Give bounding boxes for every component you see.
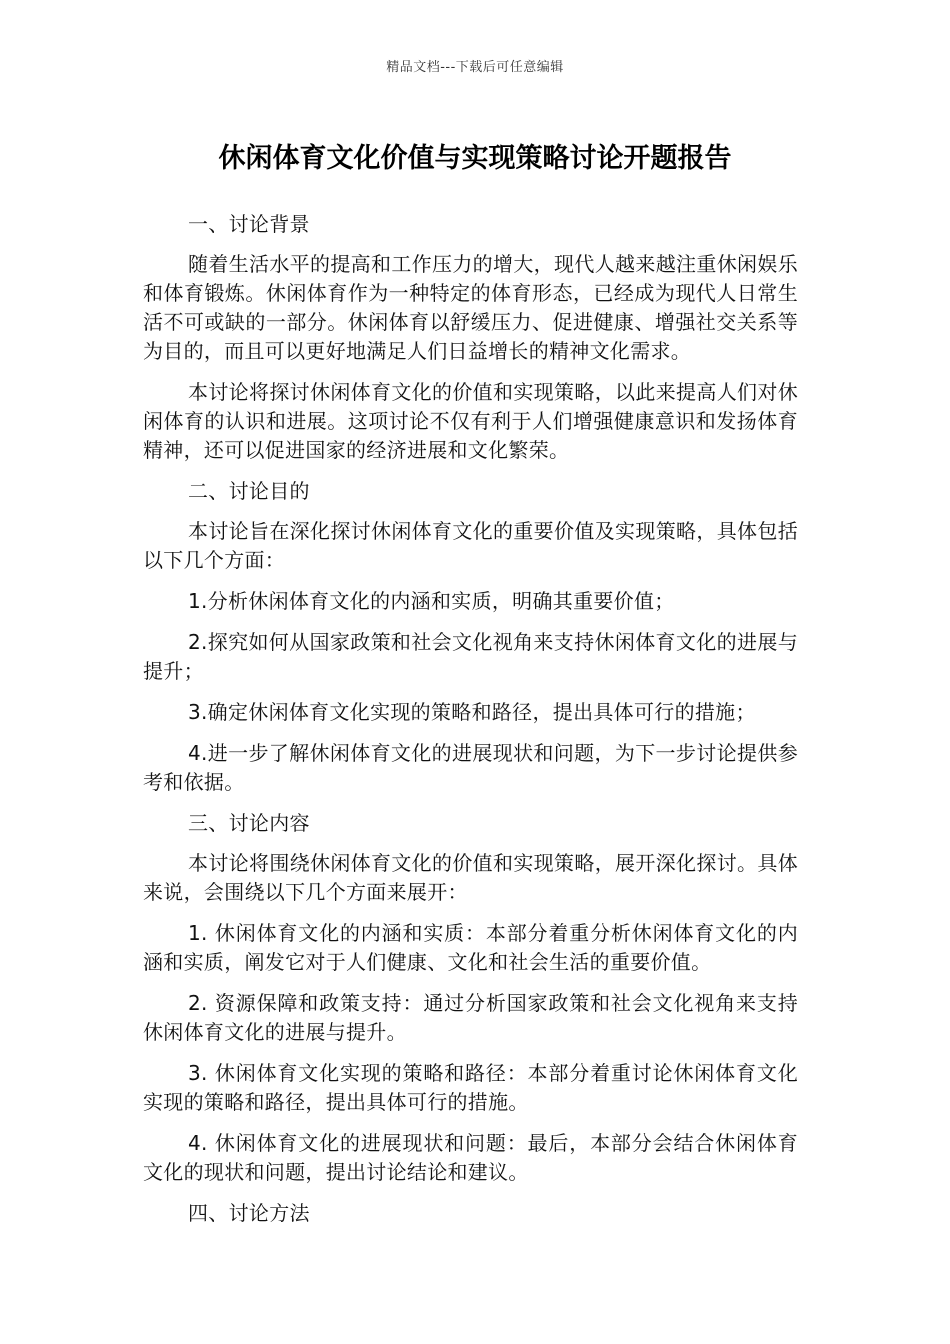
paragraph-content-intro: 本讨论将围绕休闲体育文化的价值和实现策略，展开深化探讨。具体来说，会围绕以下几个方面来展开： [143,851,798,904]
paragraph-background-2: 本讨论将探讨休闲体育文化的价值和实现策略，以此来提高人们对休闲体育的认识和进展。这项讨论不仅有利于人们增强健康意识和发扬体育精神，还可以促进国家的经济进展和文化繁荣。 [143,380,798,462]
header-note: 精品文档---下载后可任意编辑 [386,60,564,75]
paragraph-background-1: 随着生活水平的提高和工作压力的增大，现代人越来越注重休闲娱乐和体育锻炼。休闲体育作为一种特定的体育形态，已经成为现代人日常生活不可或缺的一部分。休闲体育以舒缓压力、促进健康、增强社交关系等为目的，而且可以更好地满足人们日益增长的精神文化需求。 [143,252,798,363]
list-item-content-4: 4. 休闲体育文化的进展现状和问题：最后，本部分会结合休闲体育文化的现状和问题，提出讨论结论和建议。 [143,1131,798,1184]
page-title: 休闲体育文化价值与实现策略讨论开题报告 [218,143,732,174]
section-heading-method: 四、讨论方法 [188,1201,310,1225]
list-item-purpose-3: 3.确定休闲体育文化实现的策略和路径，提出具体可行的措施； [188,700,756,724]
list-item-purpose-4: 4.进一步了解休闲体育文化的进展现状和问题，为下一步讨论提供参考和依据。 [143,741,798,794]
list-item-purpose-1: 1.分析休闲体育文化的内涵和实质，明确其重要价值； [188,589,675,613]
list-item-content-1: 1. 休闲体育文化的内涵和实质：本部分着重分析休闲体育文化的内涵和实质，阐发它对于人们健康、文化和社会生活的重要价值。 [143,921,798,974]
list-item-content-2: 2. 资源保障和政策支持：通过分析国家政策和社会文化视角来支持休闲体育文化的进展与提升。 [143,991,798,1044]
document-body [143,210,798,1239]
paragraph-purpose-intro: 本讨论旨在深化探讨休闲体育文化的重要价值及实现策略，具体包括以下几个方面： [143,519,798,572]
section-heading-background: 一、讨论背景 [188,212,310,236]
section-heading-content: 三、讨论内容 [188,811,310,835]
list-item-purpose-2: 2.探究如何从国家政策和社会文化视角来支持休闲体育文化的进展与提升； [143,630,798,683]
list-item-content-3: 3. 休闲体育文化实现的策略和路径：本部分着重讨论休闲体育文化实现的策略和路径，提出具体可行的措施。 [143,1061,798,1114]
section-heading-purpose: 二、讨论目的 [188,479,310,503]
